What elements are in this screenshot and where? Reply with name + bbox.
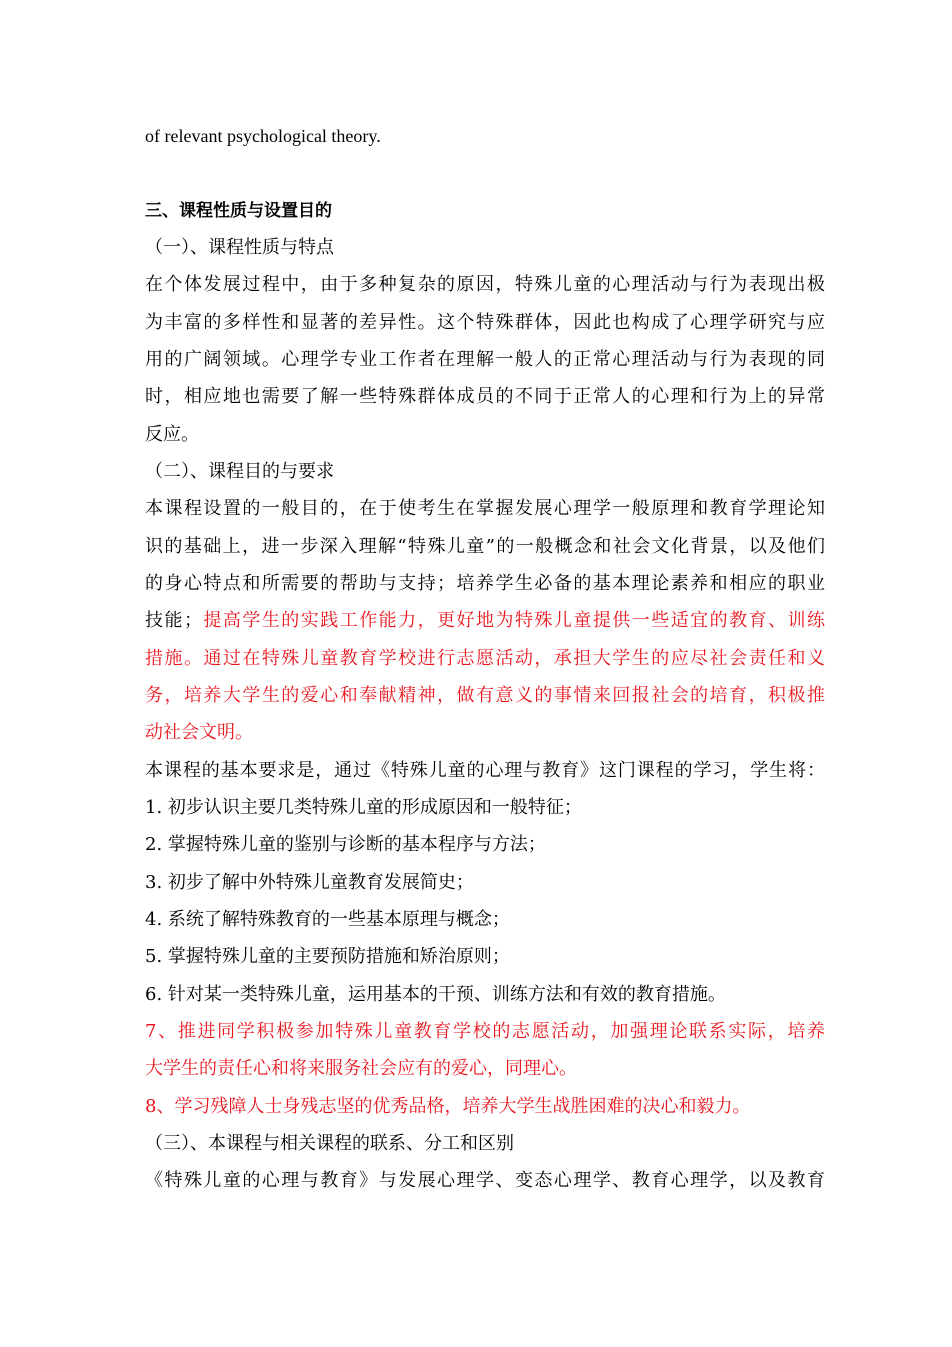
paragraph-2-line-1: 本课程设置的一般目的，在于使考生在掌握发展心理学一般原理和教育学理论知 [145, 498, 825, 519]
requirement-item-6: 6. 针对某一类特殊儿童，运用基本的干预、训练方法和有效的教育措施。 [145, 984, 726, 1005]
paragraph-1-line-3: 用的广阔领域。心理学专业工作者在理解一般人的正常心理活动与行为表现的同 [145, 349, 825, 370]
intro-tail-text: of relevant psychological theory. [145, 126, 381, 146]
paragraph-1-line-5: 反应。 [145, 424, 199, 445]
paragraph-2-red-line-1: 措施。通过在特殊儿童教育学校进行志愿活动，承担大学生的应尽社会责任和义 [145, 648, 825, 669]
paragraph-2-red-line-3: 动社会文明。 [145, 722, 253, 743]
requirement-item-2: 2. 掌握特殊儿童的鉴别与诊断的基本程序与方法； [145, 834, 546, 855]
paragraph-1-line-1: 在个体发展过程中，由于多种复杂的原因，特殊儿童的心理活动与行为表现出极 [145, 274, 825, 295]
paragraph-2-line-4-red: 提高学生的实践工作能力，更好地为特殊儿童提供一些适宜的教育、训练 [201, 610, 826, 631]
paragraph-2-red-line-2: 务，培养大学生的爱心和奉献精神，做有意义的事情来回报社会的培育，积极推 [145, 685, 825, 706]
paragraph-2-line-4 [145, 609, 825, 633]
paragraph-1-line-2: 为丰富的多样性和显著的差异性。这个特殊群体，因此也构成了心理学研究与应 [145, 312, 825, 333]
paragraph-2-line-4-black: 技能； [145, 610, 202, 631]
requirement-item-1: 1. 初步认识主要几类特殊儿童的形成原因和一般特征； [145, 797, 582, 818]
paragraph-2-line-3: 的身心特点和所需要的帮助与支持；培养学生必备的基本理论素养和相应的职业 [145, 573, 825, 594]
paragraph-3-line-1: 《特殊儿童的心理与教育》与发展心理学、变态心理学、教育心理学，以及教育 [145, 1170, 825, 1191]
requirement-item-7-line-2: 大学生的责任心和将来服务社会应有的爱心，同理心。 [145, 1058, 577, 1079]
requirement-item-3: 3. 初步了解中外特殊儿童教育发展简史； [145, 872, 474, 893]
subsection-heading-2: （二）、课程目的与要求 [145, 461, 334, 482]
subsection-heading-1: （一）、课程性质与特点 [145, 237, 334, 258]
requirements-intro: 本课程的基本要求是，通过《特殊儿童的心理与教育》这门课程的学习，学生将： [145, 760, 825, 781]
paragraph-2-line-2: 识的基础上，进一步深入理解“特殊儿童”的一般概念和社会文化背景，以及他们 [145, 536, 825, 557]
requirement-item-7-line-1: 7、推进同学积极参加特殊儿童教育学校的志愿活动，加强理论联系实际，培养 [145, 1021, 825, 1042]
requirement-item-5: 5. 掌握特殊儿童的主要预防措施和矫治原则； [145, 946, 510, 967]
requirement-item-4: 4. 系统了解特殊教育的一些基本原理与概念； [145, 909, 510, 930]
subsection-heading-3: （三）、本课程与相关课程的联系、分工和区别 [145, 1133, 514, 1154]
paragraph-1-line-4: 时，相应地也需要了解一些特殊群体成员的不同于正常人的心理和行为上的异常 [145, 386, 825, 407]
requirement-item-8: 8、学习残障人士身残志坚的优秀品格，培养大学生战胜困难的决心和毅力。 [145, 1096, 751, 1117]
section-heading: 三、课程性质与设置目的 [145, 201, 332, 221]
